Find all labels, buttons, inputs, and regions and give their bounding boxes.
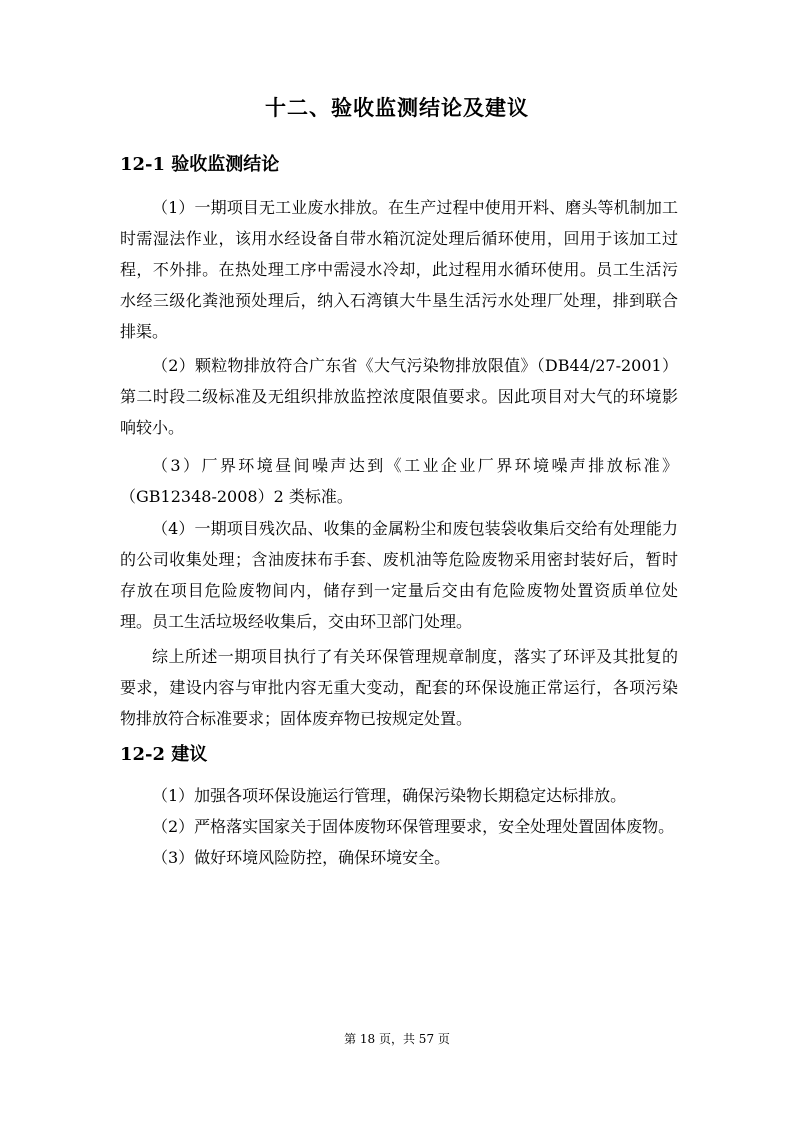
paragraph-summary: 综上所述一期项目执行了有关环保管理规章制度，落实了环评及其批复的要求，建设内容与审批内容无重大变动，配套的环保设施正常运行，各项污染物排放符合标准要求；固体废弃物已按规定处置。 — [120, 647, 678, 728]
paragraph-air: （2）颗粒物排放符合广东省《大气污染物排放限值》（DB44/27-2001）第二时段二级标准及无组织排放监控浓度限值要求。因此项目对大气的环境影响较小。 — [120, 356, 678, 437]
paragraph-wastewater: （1）一期项目无工业废水排放。在生产过程中使用开料、磨头等机制加工时需湿法作业，该用水经设备自带水箱沉淀处理后循环使用，回用于该加工过程，不外排。在热处理工序中需浸水冷却，此过程用水循环使用。员工生活污水经三级化粪池预处理后，纳入石湾镇大牛垦生活污水处理厂处理，排到联合排渠。 — [120, 198, 678, 341]
suggestion-item: （3）做好环境风险防控，确保环境安全。 — [152, 848, 451, 867]
section-heading-conclusion: 12-1 验收监测结论 — [120, 154, 280, 175]
paragraph-noise: （3）厂界环境昼间噪声达到《工业企业厂界环境噪声排放标准》（GB12348-2008）2 类标准。 — [120, 456, 678, 506]
document-title: 十二、验收监测结论及建议 — [265, 95, 529, 120]
paragraph-solid-waste: （4）一期项目残次品、收集的金属粉尘和废包装袋收集后交给有处理能力的公司收集处理；含油废抹布手套、废机油等危险废物采用密封装好后，暂时存放在项目危险废物间内，储存到一定量后交由有危险废物处置资质单位处理。员工生活垃圾经收集后，交由环卫部门处理。 — [120, 519, 678, 631]
section-heading-suggestions: 12-2 建议 — [120, 744, 208, 765]
suggestion-item: （1）加强各项环保设施运行管理，确保污染物长期稳定达标排放。 — [152, 786, 627, 805]
page-footer: 第 18 页，共 57 页 — [344, 1032, 450, 1046]
suggestion-item: （2）严格落实国家关于固体废物环保管理要求，安全处理处置固体废物。 — [152, 817, 675, 836]
